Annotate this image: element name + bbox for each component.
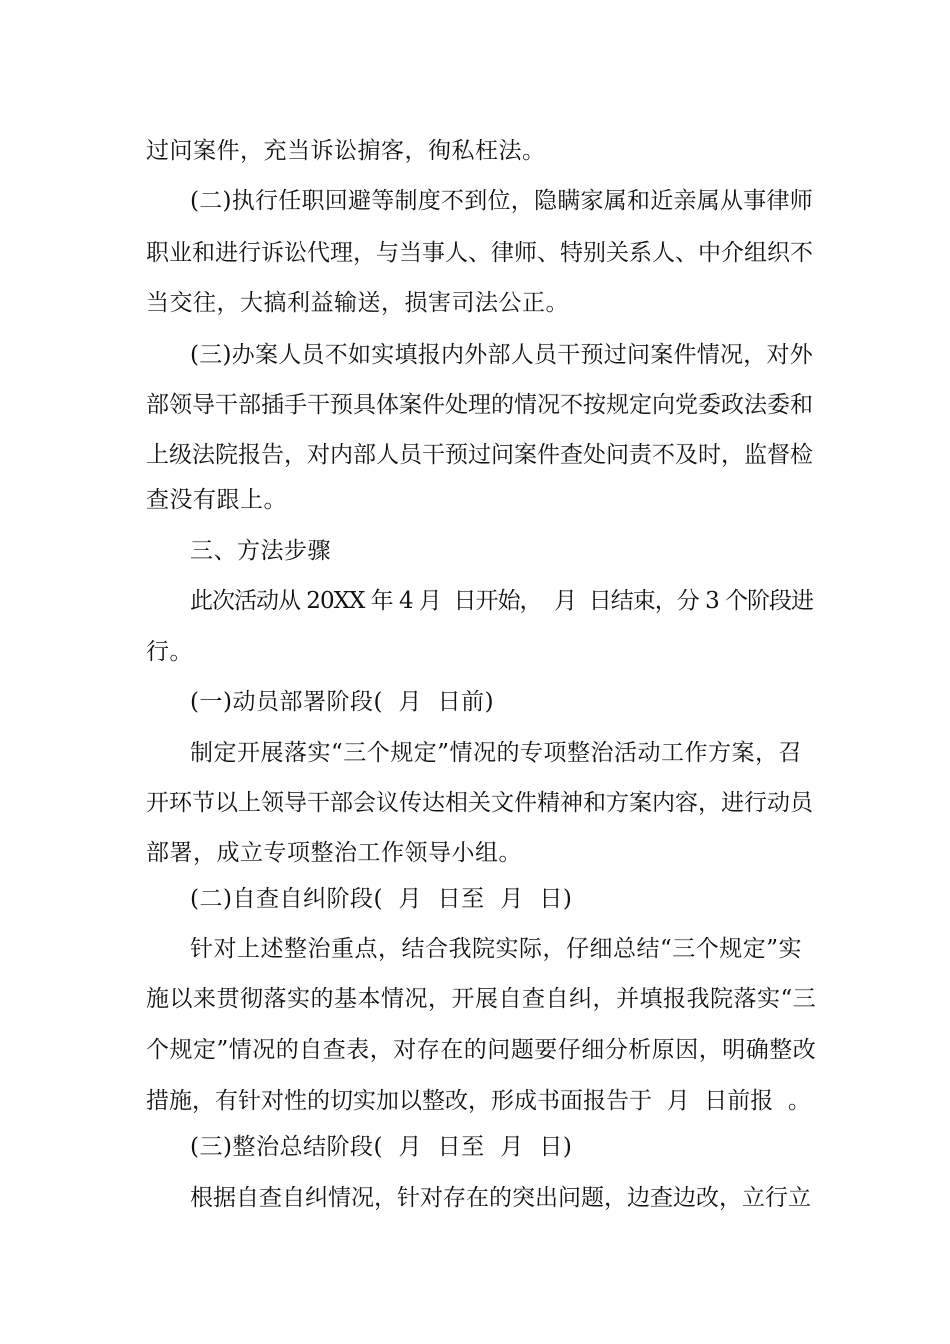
text-line: 开环节以上领导干部会议传达相关文件精神和方案内容，进行动员 <box>146 790 813 816</box>
subsection-heading: (三)整治总结阶段( 月 日至 月 日) <box>190 1134 573 1160</box>
text-line: 部领导干部插手干预具体案件处理的情况不按规定向党委政法委和 <box>146 392 813 418</box>
text-line: 措施，有针对性的切实加以整改，形成书面报告于 月 日前报 。 <box>146 1088 811 1114</box>
text-line: 施以来贯彻落实的基本情况，开展自查自纠，并填报我院落实“三 <box>146 986 817 1012</box>
text-line: 根据自查自纠情况，针对存在的突出问题，边查边改，立行立 <box>190 1185 811 1211</box>
text-line: 行。 <box>146 639 193 665</box>
text-line: 过问案件，充当诉讼掮客，徇私枉法。 <box>146 138 546 164</box>
subsection-heading: (二)自查自纠阶段( 月 日至 月 日) <box>190 886 573 912</box>
text-line: 上级法院报告，对内部人员干预过问案件查处问责不及时，监督检 <box>146 442 813 468</box>
text-line: 当交往，大搞利益输送，损害司法公正。 <box>146 290 569 316</box>
text-line: 部署，成立专项整治工作领导小组。 <box>146 840 522 866</box>
text-line: 个规定”情况的自查表，对存在的问题要仔细分析原因，明确整改 <box>146 1037 817 1063</box>
section-heading: 三、方法步骤 <box>190 538 331 564</box>
text-line: 职业和进行诉讼代理，与当事人、律师、特别关系人、中介组织不 <box>146 240 813 266</box>
text-line: 制定开展落实“三个规定”情况的专项整治活动工作方案，召 <box>190 740 803 766</box>
text-line: 针对上述整治重点，结合我院实际，仔细总结“三个规定”实 <box>190 936 803 962</box>
subsection-heading: (一)动员部署阶段( 月 日前) <box>190 689 495 715</box>
text-line: (二)执行任职回避等制度不到位，隐瞒家属和近亲属从事律师 <box>190 188 813 214</box>
text-line: (三)办案人员不如实填报内外部人员干预过问案件情况，对外 <box>190 342 813 368</box>
text-line: 查没有跟上。 <box>146 487 287 513</box>
text-line: 此次活动从 20XX 年 4 月 日开始， 月 日结束，分 3 个阶段进 <box>190 588 814 614</box>
